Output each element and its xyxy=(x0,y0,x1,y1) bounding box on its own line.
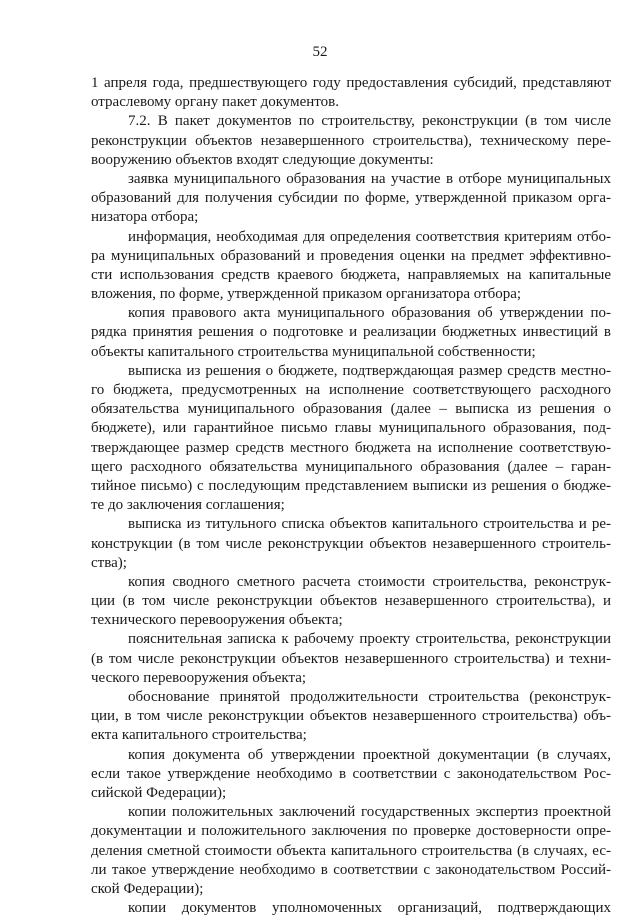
text-line: копии документов уполномоченных организаций, подтверждающих xyxy=(128,900,611,917)
text-line: тийное письмо) с последующим представлением выписки из решения о бюдже- xyxy=(91,477,611,494)
text-line: низатора отбора; xyxy=(91,209,199,226)
text-line: документации и положительного заключения по проверке достоверности опре- xyxy=(91,823,611,840)
page-number: 52 xyxy=(312,44,328,60)
text-line: ства); xyxy=(91,554,127,571)
text-line: объекты капитального строительства муниципальной собственности; xyxy=(91,343,536,360)
text-line: тверждающее размер средств местного бюджета на исполнение соответствую- xyxy=(91,439,611,456)
text-line: бюджете), или гарантийное письмо главы муниципального образования, под- xyxy=(91,420,611,437)
text-line: ли такое утверждение необходимо в соответствии с законодательством Россий- xyxy=(91,861,611,878)
text-line: конструкции (в том числе реконструкции объектов незавершенного строитель- xyxy=(91,535,611,552)
text-line: информация, необходимая для определения соответствия критериям отбо- xyxy=(128,228,611,245)
text-line: обязательства муниципального образования (далее – выписка из решения о xyxy=(91,401,611,418)
text-line: ра муниципальных образований и проведения оценки на предмет эффективно- xyxy=(91,247,611,264)
text-line: рядка принятия решения о подготовке и реализации бюджетных инвестиций в xyxy=(91,324,611,341)
text-line: 1 апреля года, предшествующего году предоставления субсидий, представляют xyxy=(91,75,611,91)
text-line: деления сметной стоимости объекта капитального строительства (в случаях, ес- xyxy=(91,842,611,859)
text-line: копии положительных заключений государственных экспертиз проектной xyxy=(128,804,611,821)
text-line: го бюджета, предусмотренных на исполнение соответствующего расходного xyxy=(91,382,611,398)
text-line: те до заключения соглашения; xyxy=(91,497,285,514)
text-line: копия сводного сметного расчета стоимости строительства, реконструк- xyxy=(128,573,611,590)
text-line: образований для получения субсидии по форме, утвержденной приказом орга- xyxy=(91,190,611,207)
text-line: пояснительная записка к рабочему проекту строительства, реконструкции xyxy=(128,631,611,648)
text-line: ческого перевооружения объекта; xyxy=(91,669,307,686)
text-line: ской Федерации); xyxy=(91,880,204,897)
text-line: копия документа об утверждении проектной документации (в случаях, xyxy=(128,746,611,763)
text-line: копия правового акта муниципального образования об утверждении по- xyxy=(128,305,611,322)
document-body xyxy=(91,74,611,918)
text-line: если такое утверждение необходимо в соответствии с законодательством Рос- xyxy=(91,765,611,782)
text-line: щего расходного обязательства муниципального образования (далее – гаран- xyxy=(91,458,611,475)
text-line: сийской Федерации); xyxy=(91,784,227,801)
text-line: вложения, по форме, утвержденной приказом организатора отбора; xyxy=(91,286,522,303)
text-line: обоснование принятой продолжительности строительства (реконструк- xyxy=(128,689,611,705)
text-line: заявка муниципального образования на участие в отборе муниципальных xyxy=(128,170,611,187)
text-line: сти использования средств краевого бюджета, направляемых на капитальные xyxy=(91,266,611,283)
text-line: 7.2. В пакет документов по строительству, реконструкции (в том числе xyxy=(128,113,611,130)
text-line: выписка из решения о бюджете, подтверждающая размер средств местно- xyxy=(128,362,611,379)
text-line: технического перевооружения объекта; xyxy=(91,612,343,629)
text-line: екта капитального строительства; xyxy=(91,727,307,744)
text-line: (в том числе реконструкции объектов незавершенного строительства) и техни- xyxy=(91,650,611,667)
text-line: выписка из титульного списка объектов капитального строительства и ре- xyxy=(128,516,611,533)
text-line: отраслевому органу пакет документов. xyxy=(91,94,339,111)
text-line: ции (в том числе реконструкции объектов незавершенного строительства), и xyxy=(91,593,611,610)
text-line: вооружению объектов входят следующие документы: xyxy=(91,151,434,168)
text-line: реконструкции объектов незавершенного строительства), техническому пере- xyxy=(91,132,611,149)
text-line: ции, в том числе реконструкции объектов незавершенного строительства) объ- xyxy=(91,708,611,725)
